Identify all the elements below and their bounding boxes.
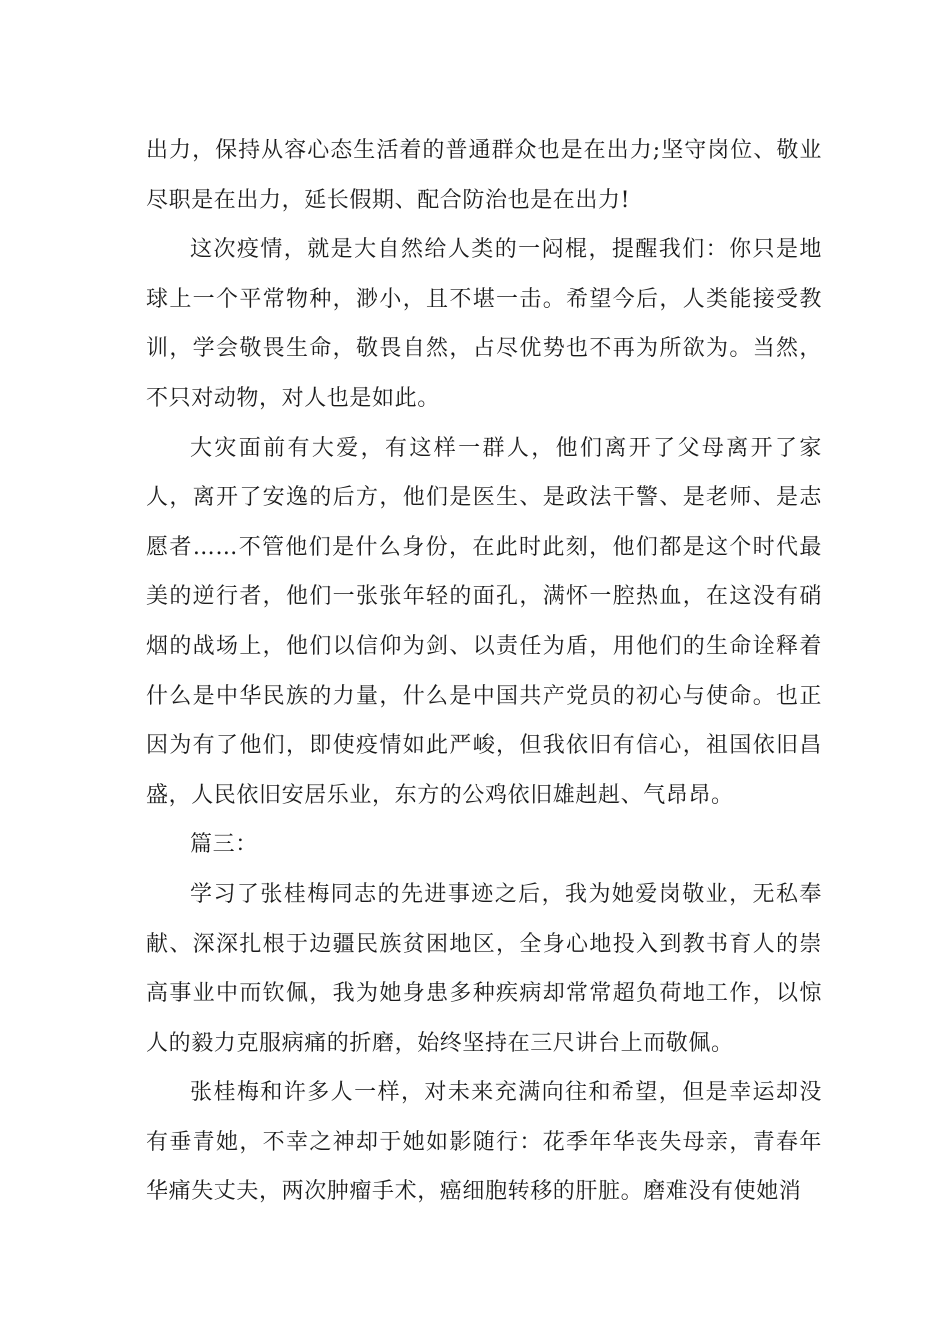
paragraph-continued: 出力，保持从容心态生活着的普通群众也是在出力;坚守岗位、敬业尽职是在出力，延长假期、配合防治也是在出力!: [146, 138, 822, 213]
paragraph-zhang-guimei-study: 学习了张桂梅同志的先进事迹之后，我为她爱岗敬业，无私奉献、深深扎根于边疆民族贫困地区，全身心地投入到教书育人的崇高事业中而钦佩，我为她身患多种疾病却常常超负荷地工作，以惊人的毅力克服病痛的折磨，始终坚持在三尺讲台上而敬佩。: [146, 881, 822, 1056]
paragraph-epidemic-lesson: 这次疫情，就是大自然给人类的一闷棍，提醒我们：你只是地球上一个平常物种，渺小，且不堪一击。希望今后，人类能接受教训，学会敬畏生命，敬畏自然，占尽优势也不再为所欲为。当然，不只对动物，对人也是如此。: [146, 237, 822, 411]
document-page: [146, 126, 822, 1217]
section-heading: 篇三：: [190, 832, 258, 858]
paragraph-zhang-guimei-hardship: 张桂梅和许多人一样，对未来充满向往和希望，但是幸运却没有垂青她，不幸之神却于她如影随行：花季年华丧失母亲，青春年华痛失丈夫，两次肿瘤手术，癌细胞转移的肝脏。磨难没有使她消: [146, 1080, 822, 1205]
paragraph-retrograde-heroes: 大灾面前有大爱，有这样一群人，他们离开了父母离开了家人，离开了安逸的后方，他们是医生、是政法干警、是老师、是志愿者……不管他们是什么身份，在此时此刻，他们都是这个时代最美的逆行者，他们一张张年轻的面孔，满怀一腔热血，在这没有硝烟的战场上，他们以信仰为剑、以责任为盾，用他们的生命诠释着什么是中华民族的力量，什么是中国共产党员的初心与使命。也正因为有了他们，即使疫情如此严峻，但我依旧有信心，祖国依旧昌盛，人民依旧安居乐业，东方的公鸡依旧雄赳赳、气昂昂。: [146, 435, 822, 808]
